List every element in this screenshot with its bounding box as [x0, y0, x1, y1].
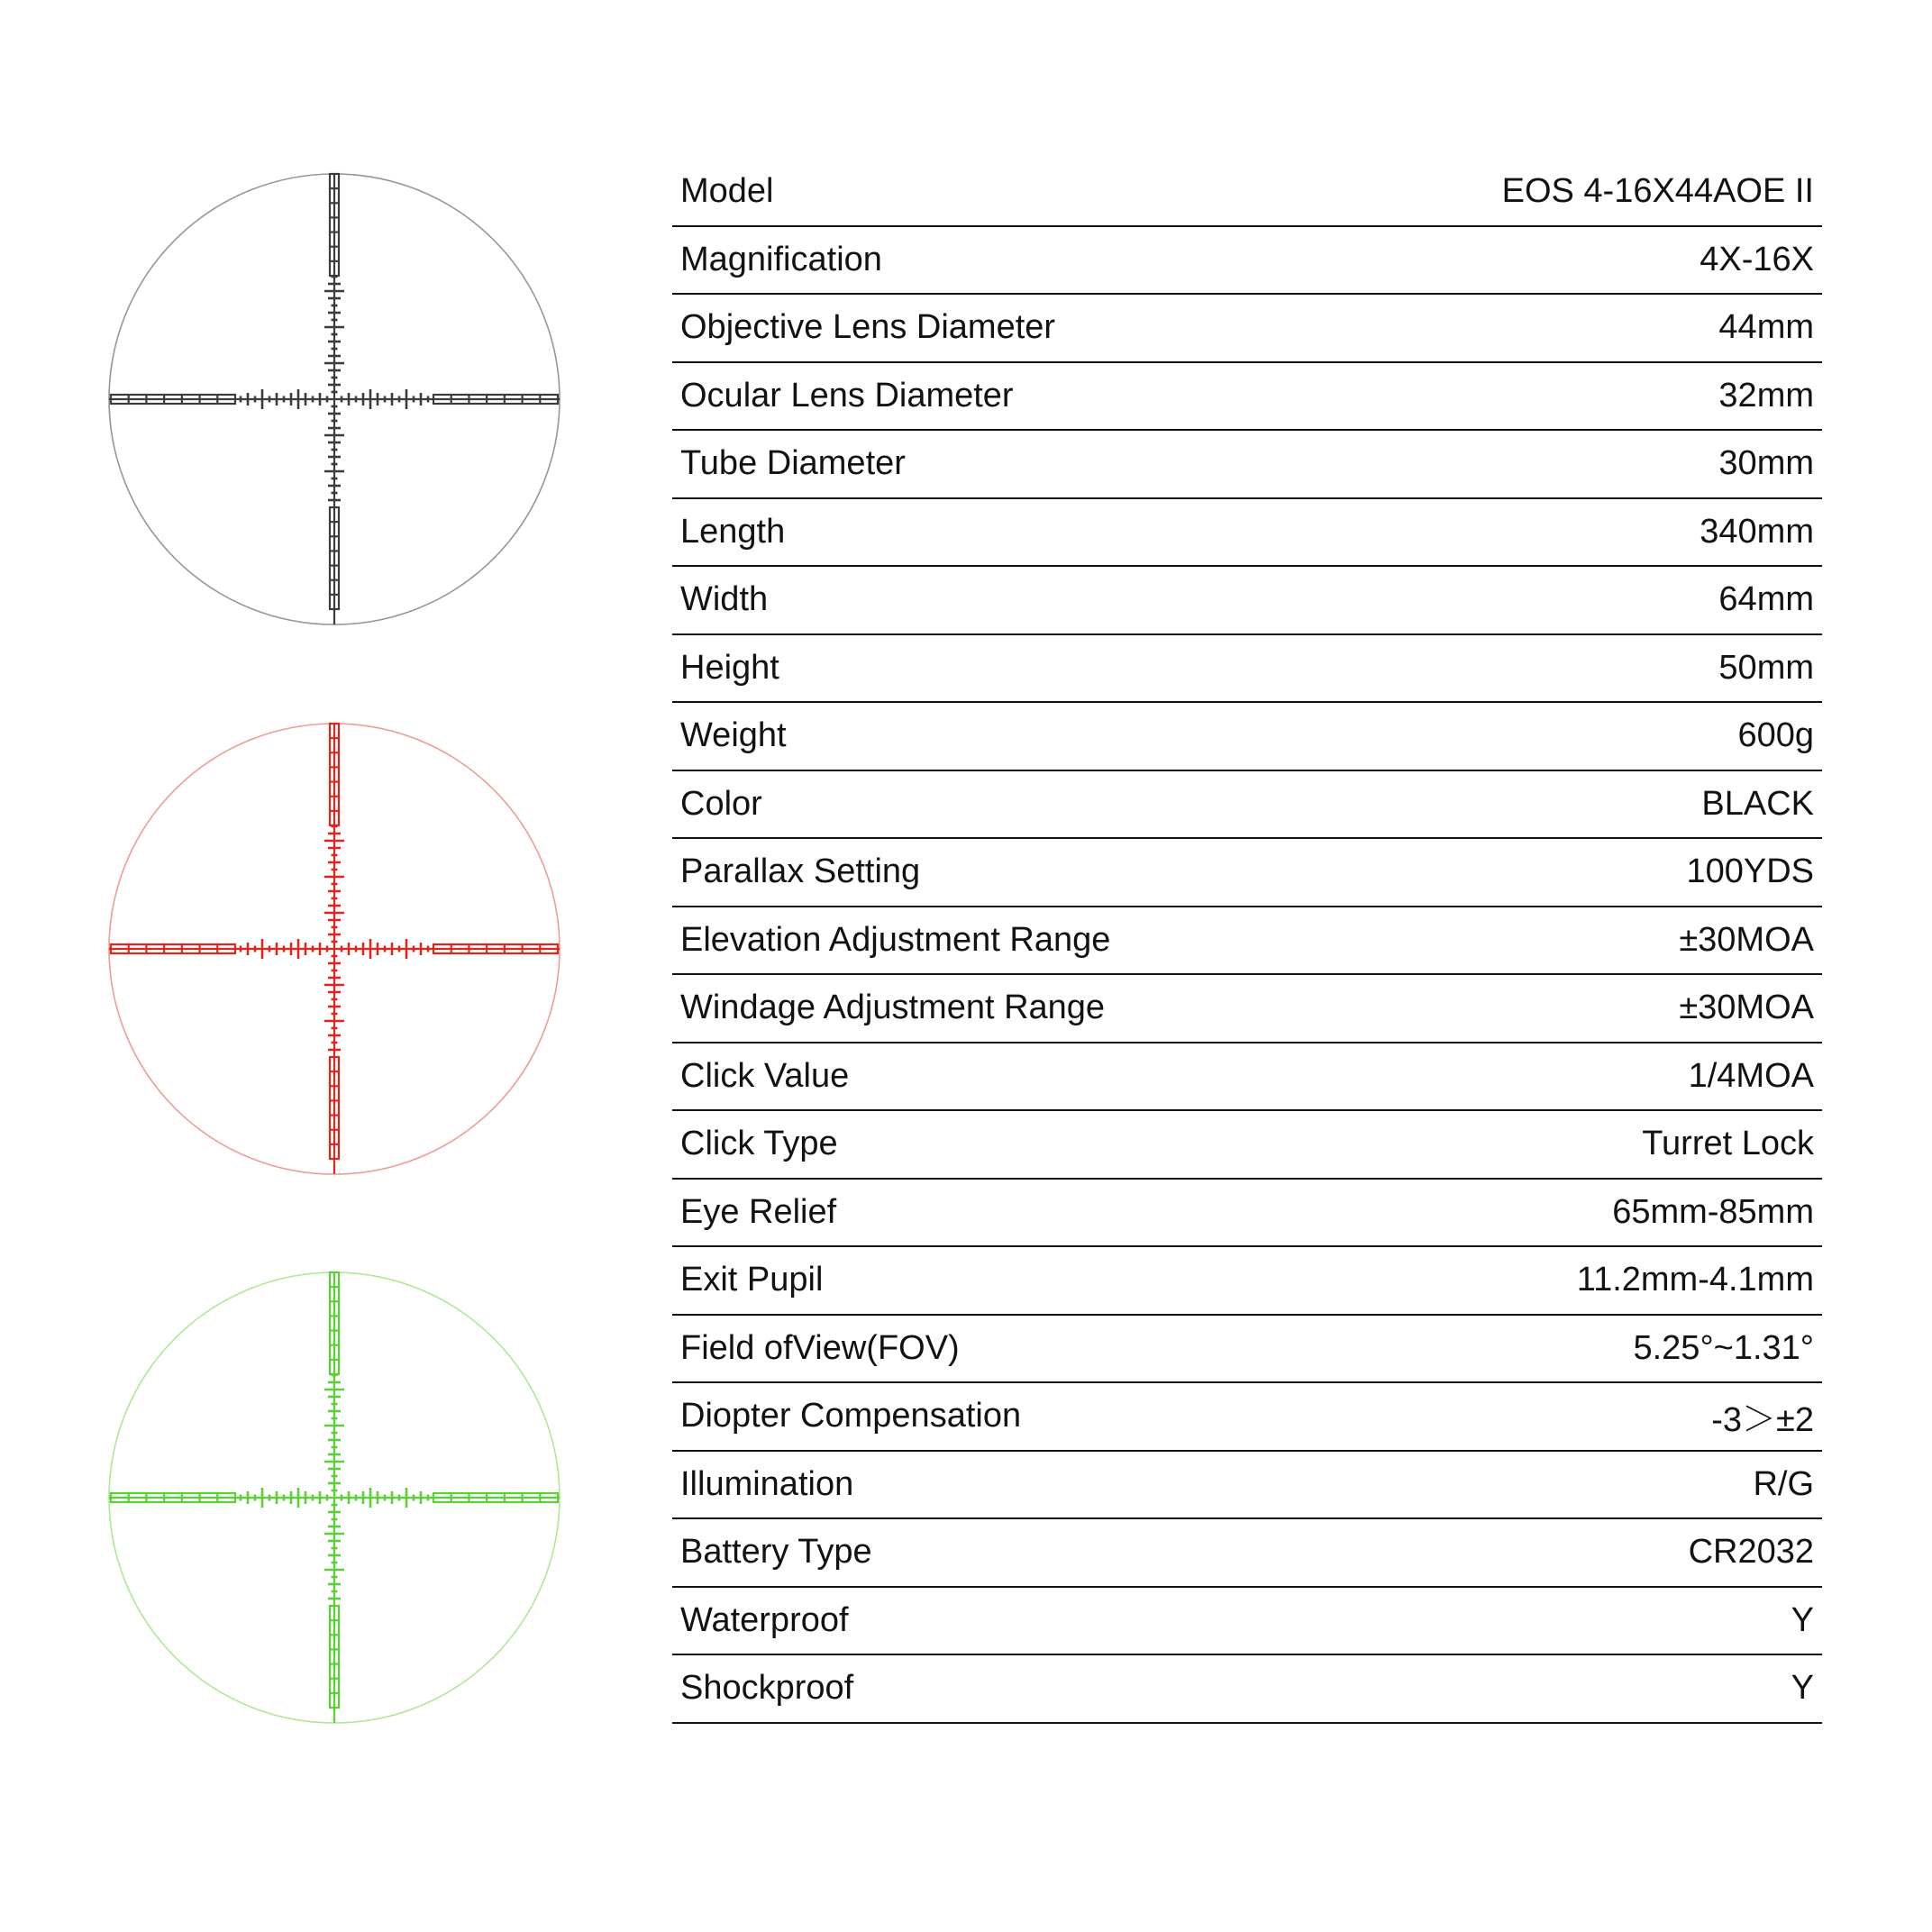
spec-label: Waterproof	[680, 1600, 849, 1639]
spec-value: 44mm	[1718, 308, 1814, 347]
spec-value: 5.25°~1.31°	[1633, 1328, 1814, 1367]
spec-value: 32mm	[1718, 376, 1814, 415]
spec-value: -3＞±2	[1711, 1401, 1814, 1440]
spec-row	[672, 431, 1822, 499]
spec-value: Y	[1791, 1600, 1814, 1639]
spec-label: Ocular Lens Diameter	[680, 376, 1014, 415]
reticle-red	[100, 715, 569, 1183]
spec-label: Click Value	[680, 1056, 850, 1095]
spec-label: Exit Pupil	[680, 1261, 824, 1299]
spec-row	[672, 1519, 1822, 1588]
spec-value: 100YDS	[1686, 852, 1814, 891]
spec-value: 64mm	[1718, 580, 1814, 619]
reticle-black	[100, 165, 569, 633]
reticle-column	[0, 0, 667, 1932]
spec-value: ±30MOA	[1679, 920, 1814, 959]
spec-label: Battery Type	[680, 1533, 872, 1572]
spec-value: R/G	[1753, 1464, 1814, 1503]
spec-value: ±30MOA	[1679, 989, 1814, 1027]
spec-row	[672, 1111, 1822, 1180]
spec-row	[672, 159, 1822, 227]
spec-row	[672, 1043, 1822, 1112]
reticle-green	[100, 1263, 569, 1732]
spec-label: Elevation Adjustment Range	[680, 920, 1111, 959]
spec-label: Width	[680, 580, 769, 619]
spec-row	[672, 907, 1822, 976]
spec-row	[672, 635, 1822, 704]
spec-value: BLACK	[1701, 784, 1814, 823]
spec-label: Weight	[680, 716, 787, 755]
spec-row	[672, 499, 1822, 568]
spec-value: 65mm-85mm	[1612, 1192, 1814, 1231]
spec-value: Turret Lock	[1642, 1125, 1814, 1163]
spec-value: 30mm	[1718, 444, 1814, 483]
spec-label: Field ofView(FOV)	[680, 1328, 960, 1367]
spec-row	[672, 703, 1822, 771]
spec-row	[672, 771, 1822, 840]
spec-value: 600g	[1737, 716, 1814, 755]
spec-value: 50mm	[1718, 648, 1814, 687]
spec-value: 11.2mm-4.1mm	[1576, 1261, 1814, 1299]
spec-row	[672, 1452, 1822, 1520]
spec-value: Y	[1791, 1669, 1814, 1708]
spec-label: Illumination	[680, 1464, 854, 1503]
spec-label: Model	[680, 172, 774, 211]
spec-row	[672, 363, 1822, 432]
spec-label: Objective Lens Diameter	[680, 308, 1056, 347]
spec-row	[672, 839, 1822, 907]
spec-label: Tube Diameter	[680, 444, 906, 483]
spec-value: EOS 4-16X44AOE II	[1501, 172, 1814, 211]
spec-value: 1/4MOA	[1688, 1056, 1814, 1095]
spec-label: Color	[680, 784, 762, 823]
spec-row	[672, 1588, 1822, 1656]
spec-label: Click Type	[680, 1125, 838, 1163]
spec-row	[672, 1316, 1822, 1384]
spec-label: Windage Adjustment Range	[680, 989, 1106, 1027]
spec-label: Height	[680, 648, 779, 687]
spec-label: Length	[680, 512, 786, 551]
spec-row	[672, 1383, 1822, 1452]
spec-row	[672, 975, 1822, 1043]
spec-row	[672, 295, 1822, 363]
spec-label: Eye Relief	[680, 1192, 837, 1231]
spec-value: 4X-16X	[1700, 240, 1814, 278]
spec-table	[672, 159, 1822, 1724]
spec-row	[672, 567, 1822, 635]
spec-row	[672, 1180, 1822, 1248]
spec-label: Diopter Compensation	[680, 1397, 1022, 1435]
spec-row	[672, 227, 1822, 296]
spec-value: CR2032	[1688, 1533, 1814, 1572]
spec-value: 340mm	[1700, 512, 1814, 551]
spec-label: Magnification	[680, 240, 882, 278]
spec-label: Parallax Setting	[680, 852, 921, 891]
spec-row	[672, 1655, 1822, 1724]
spec-row	[672, 1247, 1822, 1316]
spec-label: Shockproof	[680, 1669, 854, 1708]
